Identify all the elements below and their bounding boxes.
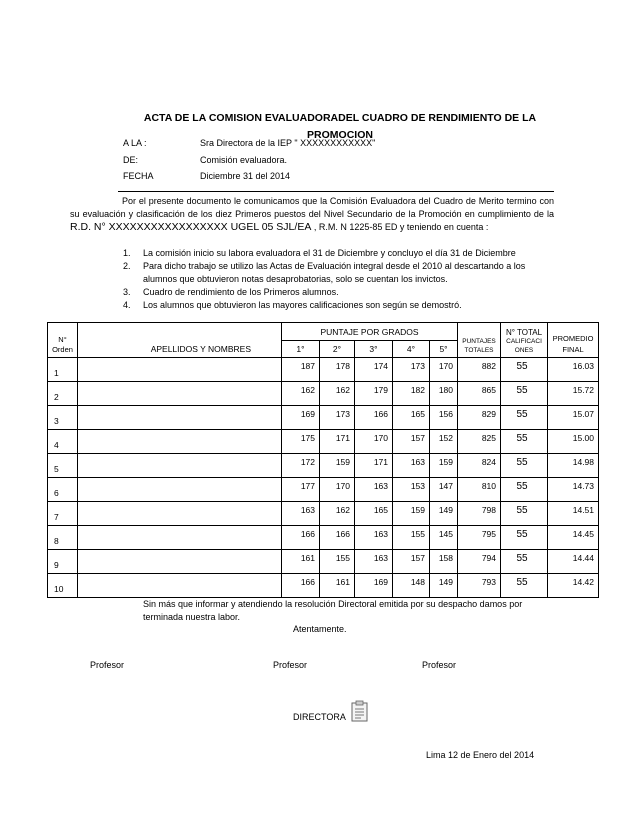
signature-profesor-3: Profesor xyxy=(422,660,457,670)
cell-calificaciones: 55 xyxy=(501,502,548,526)
cell-grado-4: 165 xyxy=(393,406,430,430)
table-row xyxy=(48,478,599,502)
cell-promedio: 14.98 xyxy=(548,454,599,478)
cell-calificaciones: 55 xyxy=(501,526,548,550)
cell-calificaciones: 55 xyxy=(501,454,548,478)
intro-paragraph xyxy=(70,195,554,234)
cell-orden: 1 xyxy=(48,358,78,382)
cell-grado-3: 163 xyxy=(355,526,393,550)
cell-nombre xyxy=(78,430,282,454)
intro-text-2: , R.M. N 1225-85 ED y teniendo en cuenta : xyxy=(311,222,489,232)
cell-promedio: 15.07 xyxy=(548,406,599,430)
cell-grado-3: 179 xyxy=(355,382,393,406)
cell-promedio: 14.44 xyxy=(548,550,599,574)
cell-orden: 10 xyxy=(48,574,78,598)
cell-puntaje-total: 824 xyxy=(458,454,501,478)
cell-grado-1: 187 xyxy=(282,358,320,382)
cell-grado-2: 161 xyxy=(320,574,355,598)
cell-grado-5: 149 xyxy=(430,574,458,598)
cell-nombre xyxy=(78,550,282,574)
cell-grado-3: 166 xyxy=(355,406,393,430)
table-row xyxy=(48,574,599,598)
col-header-grado-2: 2° xyxy=(320,341,355,358)
cell-grado-1: 175 xyxy=(282,430,320,454)
cell-grado-2: 159 xyxy=(320,454,355,478)
list-item: 4. Los alumnos que obtuvieron las mayores calificaciones son según se demostró. xyxy=(123,300,462,310)
cell-calificaciones: 55 xyxy=(501,478,548,502)
cell-puntaje-total: 825 xyxy=(458,430,501,454)
cell-grado-1: 166 xyxy=(282,574,320,598)
list-item: 3. Cuadro de rendimiento de los Primeros alumnos. xyxy=(123,287,339,297)
cell-grado-2: 166 xyxy=(320,526,355,550)
place-date: Lima 12 de Enero del 2014 xyxy=(426,750,535,760)
cell-promedio: 14.73 xyxy=(548,478,599,502)
cell-grado-1: 162 xyxy=(282,382,320,406)
cell-grado-4: 148 xyxy=(393,574,430,598)
cell-grado-2: 173 xyxy=(320,406,355,430)
cell-orden: 2 xyxy=(48,382,78,406)
document-title: ACTA DE LA COMISION EVALUADORADEL CUADRO DE RENDIMIENTO DE LA PROMOCION xyxy=(143,112,537,141)
cell-puntaje-total: 882 xyxy=(458,358,501,382)
table-row xyxy=(48,406,599,430)
cell-orden: 8 xyxy=(48,526,78,550)
cell-puntaje-total: 829 xyxy=(458,406,501,430)
cell-grado-4: 159 xyxy=(393,502,430,526)
header-value-from: Comisión evaluadora. xyxy=(200,155,288,165)
cell-grado-4: 182 xyxy=(393,382,430,406)
cell-promedio: 15.72 xyxy=(548,382,599,406)
cell-grado-4: 155 xyxy=(393,526,430,550)
col-header-grado-5: 5° xyxy=(430,341,458,358)
cell-calificaciones: 55 xyxy=(501,406,548,430)
col-header-grado-4: 4° xyxy=(393,341,430,358)
cell-grado-2: 171 xyxy=(320,430,355,454)
cell-grado-1: 166 xyxy=(282,526,320,550)
cell-calificaciones: 55 xyxy=(501,550,548,574)
cell-grado-5: 152 xyxy=(430,430,458,454)
header-label-date: FECHA xyxy=(123,171,154,181)
cell-nombre xyxy=(78,358,282,382)
cell-puntaje-total: 865 xyxy=(458,382,501,406)
cell-grado-1: 163 xyxy=(282,502,320,526)
cell-grado-4: 153 xyxy=(393,478,430,502)
cell-grado-3: 170 xyxy=(355,430,393,454)
cell-grado-5: 180 xyxy=(430,382,458,406)
intro-rd: R.D. N° XXXXXXXXXXXXXXXXX UGEL 05 SJL/EA xyxy=(70,221,312,233)
cell-puntaje-total: 810 xyxy=(458,478,501,502)
col-header-grado-3: 3° xyxy=(355,341,393,358)
cell-promedio: 15.00 xyxy=(548,430,599,454)
header-label-from: DE: xyxy=(123,155,139,165)
intro-text-1: Por el presente documento le comunicamos que la Comisión Evaluadora del Cuadro de Merito termino con su evaluación y clasificación de los diez Primeros puestos del Nivel Secundario de la Promoción en cumplimiento de la xyxy=(70,196,554,219)
cell-grado-5: 149 xyxy=(430,502,458,526)
cell-grado-4: 173 xyxy=(393,358,430,382)
cell-grado-5: 170 xyxy=(430,358,458,382)
signature-directora: DIRECTORA xyxy=(293,712,346,722)
table-row xyxy=(48,502,599,526)
cell-orden: 9 xyxy=(48,550,78,574)
clipboard-icon xyxy=(350,700,370,722)
cell-puntaje-total: 798 xyxy=(458,502,501,526)
col-header-nombres: APELLIDOS Y NOMBRES xyxy=(78,323,282,358)
cell-calificaciones: 55 xyxy=(501,574,548,598)
table-row xyxy=(48,358,599,382)
cell-grado-1: 177 xyxy=(282,478,320,502)
cell-grado-5: 158 xyxy=(430,550,458,574)
ranking-table xyxy=(47,322,599,598)
header-value-to: Sra Directora de la IEP " XXXXXXXXXXXX" xyxy=(200,138,376,148)
header-divider xyxy=(118,191,554,192)
cell-grado-1: 172 xyxy=(282,454,320,478)
cell-nombre xyxy=(78,454,282,478)
cell-nombre xyxy=(78,478,282,502)
col-header-promedio: PROMEDIO FINAL xyxy=(548,323,599,358)
cell-calificaciones: 55 xyxy=(501,358,548,382)
cell-nombre xyxy=(78,574,282,598)
cell-promedio: 16.03 xyxy=(548,358,599,382)
closing-paragraph: Sin más que informar y atendiendo la resolución Directoral emitida por su despacho damos por terminada nuestra labor. xyxy=(143,599,523,622)
cell-grado-5: 156 xyxy=(430,406,458,430)
cell-grado-1: 169 xyxy=(282,406,320,430)
cell-grado-5: 145 xyxy=(430,526,458,550)
cell-promedio: 14.42 xyxy=(548,574,599,598)
cell-grado-1: 161 xyxy=(282,550,320,574)
cell-nombre xyxy=(78,406,282,430)
cell-nombre xyxy=(78,382,282,406)
col-header-grado-1: 1° xyxy=(282,341,320,358)
cell-grado-4: 157 xyxy=(393,430,430,454)
signature-profesor-1: Profesor xyxy=(90,660,125,670)
cell-nombre xyxy=(78,526,282,550)
col-header-orden: N° Orden xyxy=(48,323,78,358)
cell-puntaje-total: 793 xyxy=(458,574,501,598)
cell-grado-4: 157 xyxy=(393,550,430,574)
cell-grado-3: 163 xyxy=(355,478,393,502)
cell-grado-5: 147 xyxy=(430,478,458,502)
cell-puntaje-total: 794 xyxy=(458,550,501,574)
cell-promedio: 14.51 xyxy=(548,502,599,526)
cell-grado-3: 165 xyxy=(355,502,393,526)
considerations-list xyxy=(123,247,555,312)
table-row xyxy=(48,454,599,478)
col-header-total-calificaciones: N° TOTAL CALIFICACI ONES xyxy=(501,323,548,358)
cell-promedio: 14.45 xyxy=(548,526,599,550)
cell-orden: 6 xyxy=(48,478,78,502)
list-item: 1. La comisión inicio su labora evaluadora el 31 de Diciembre y concluyo el día 31 de Diciembre xyxy=(123,248,516,258)
col-header-puntaje-grados: PUNTAJE POR GRADOS xyxy=(282,323,458,341)
cell-grado-3: 171 xyxy=(355,454,393,478)
cell-grado-2: 178 xyxy=(320,358,355,382)
cell-grado-3: 169 xyxy=(355,574,393,598)
header-value-date: Diciembre 31 del 2014 xyxy=(200,171,291,181)
col-header-puntajes-totales: PUNTAJES TOTALES xyxy=(458,323,501,358)
cell-orden: 7 xyxy=(48,502,78,526)
cell-orden: 3 xyxy=(48,406,78,430)
cell-calificaciones: 55 xyxy=(501,382,548,406)
cell-grado-2: 155 xyxy=(320,550,355,574)
cell-orden: 5 xyxy=(48,454,78,478)
table-row xyxy=(48,430,599,454)
header-label-to: A LA : xyxy=(123,138,147,148)
cell-orden: 4 xyxy=(48,430,78,454)
cell-grado-4: 163 xyxy=(393,454,430,478)
cell-grado-2: 162 xyxy=(320,502,355,526)
cell-grado-2: 162 xyxy=(320,382,355,406)
cell-grado-3: 163 xyxy=(355,550,393,574)
cell-calificaciones: 55 xyxy=(501,430,548,454)
cell-nombre xyxy=(78,502,282,526)
table-row xyxy=(48,382,599,406)
cell-grado-3: 174 xyxy=(355,358,393,382)
cell-puntaje-total: 795 xyxy=(458,526,501,550)
table-row xyxy=(48,550,599,574)
cell-grado-2: 170 xyxy=(320,478,355,502)
cell-grado-5: 159 xyxy=(430,454,458,478)
table-row xyxy=(48,526,599,550)
signature-profesor-2: Profesor xyxy=(273,660,308,670)
list-item: 2. Para dicho trabajo se utilizo las Actas de Evaluación integral desde el 2010 al descartando a los alumnos que obtuvieron notas desaprobatorias, solo se cuentan los invictos. xyxy=(123,261,526,284)
closing-regards: Atentamente. xyxy=(293,624,347,634)
